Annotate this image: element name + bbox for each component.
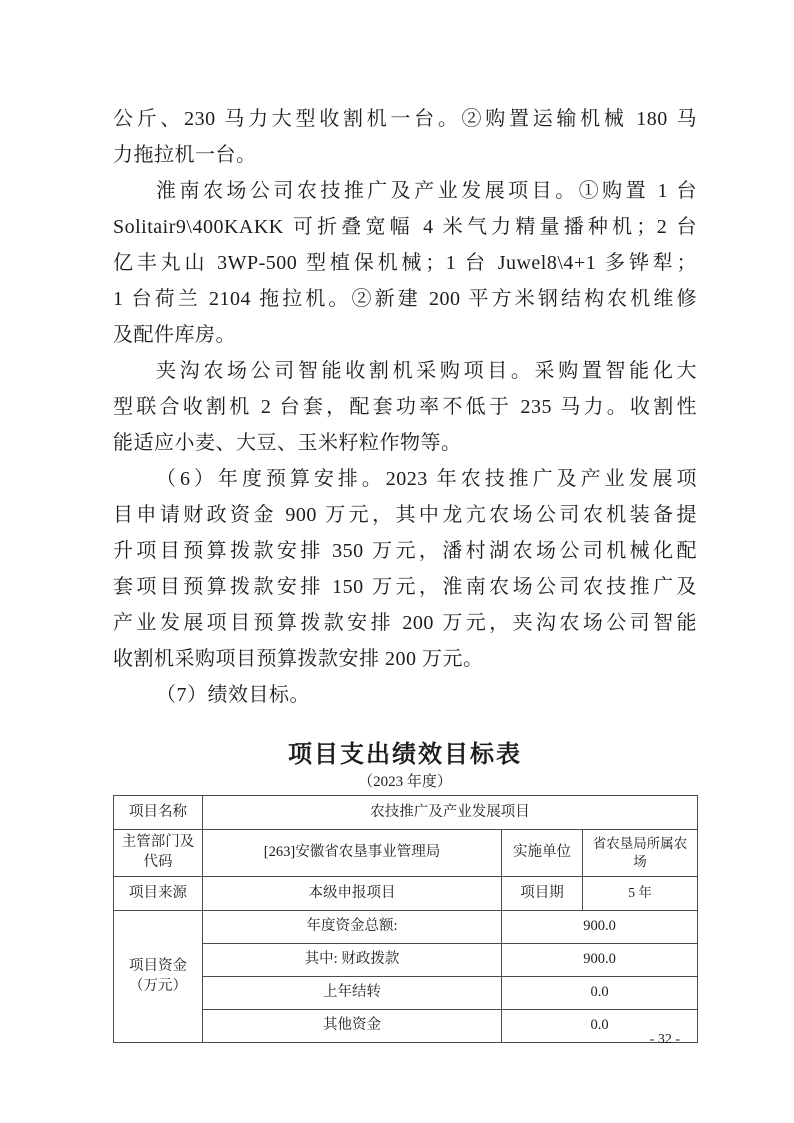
cell-project-source-label: 项目来源 [114, 877, 203, 911]
table-row [114, 877, 698, 911]
text-line: Solitair9\400KAKK 可折叠宽幅 4 米气力精量播种机；2 台 [113, 216, 697, 238]
table-row [114, 796, 698, 830]
cell-fund-item-label: 上年结转 [203, 977, 502, 1010]
paragraph [113, 101, 697, 173]
text-line: 产业发展项目预算拨款安排 200 万元，夹沟农场公司智能 [113, 612, 697, 634]
cell-project-period-value: 5 年 [583, 877, 698, 911]
cell-fund-item-value: 0.0 [502, 977, 698, 1010]
cell-implement-unit-value: 省农垦局所属农场 [583, 830, 698, 877]
text-line: 目申请财政资金 900 万元，其中龙亢农场公司农机装备提 [113, 504, 697, 526]
page-number: - 32 - [649, 1032, 680, 1047]
text-line: （6）年度预算安排。2023 年农技推广及产业发展项 [156, 468, 697, 490]
text-line: 力拖拉机一台。 [113, 144, 257, 166]
text-line: 升项目预算拨款安排 350 万元，潘村湖农场公司机械化配 [113, 540, 697, 562]
cell-fund-item-label: 年度资金总额: [203, 911, 502, 944]
text-line: 型联合收割机 2 台套，配套功率不低于 235 马力。收割性 [113, 396, 697, 418]
text-line: 套项目预算拨款安排 150 万元，淮南农场公司农技推广及 [113, 576, 697, 598]
cell-project-period-label: 项目期 [502, 877, 583, 911]
table-row [114, 911, 698, 944]
cell-implement-unit-label: 实施单位 [502, 830, 583, 877]
cell-fund-item-value: 900.0 [502, 911, 698, 944]
text-line: 夹沟农场公司智能收割机采购项目。采购置智能化大 [156, 360, 697, 382]
text-line: 收割机采购项目预算拨款安排 200 万元。 [113, 648, 484, 670]
cell-project-funds-label: 项目资金（万元） [114, 911, 203, 1043]
document-body [113, 101, 697, 713]
text-line: 能适应小麦、大豆、玉米籽粒作物等。 [113, 432, 462, 454]
paragraph [113, 677, 697, 713]
paragraph [113, 353, 697, 461]
text-line: 1 台荷兰 2104 拖拉机。②新建 200 平方米钢结构农机维修 [113, 288, 697, 310]
table-title: 项目支出绩效目标表 [288, 741, 522, 768]
table-row [114, 830, 698, 877]
cell-department-label: 主管部门及代码 [114, 830, 203, 877]
text-line: 淮南农场公司农技推广及产业发展项目。①购置 1 台 [156, 180, 697, 202]
performance-table [113, 795, 698, 1043]
cell-fund-item-label: 其中: 财政拨款 [203, 944, 502, 977]
text-line: 及配件库房。 [113, 324, 236, 346]
cell-project-name-label: 项目名称 [114, 796, 203, 830]
paragraph [113, 461, 697, 677]
cell-fund-item-value: 900.0 [502, 944, 698, 977]
cell-fund-item-label: 其他资金 [203, 1010, 502, 1043]
cell-project-name-value: 农技推广及产业发展项目 [203, 796, 698, 830]
cell-fund-item-value: 0.0 [502, 1010, 698, 1043]
text-line: 亿丰丸山 3WP-500 型植保机械；1 台 Juwel8\4+1 多铧犁； [113, 252, 697, 274]
cell-project-source-value: 本级申报项目 [203, 877, 502, 911]
table-subtitle: （2023 年度） [358, 774, 452, 790]
cell-department-value: [263]安徽省农垦事业管理局 [203, 830, 502, 877]
text-line: 公斤、230 马力大型收割机一台。②购置运输机械 180 马 [113, 108, 697, 130]
text-line: （7）绩效目标。 [156, 684, 310, 706]
paragraph [113, 173, 697, 353]
